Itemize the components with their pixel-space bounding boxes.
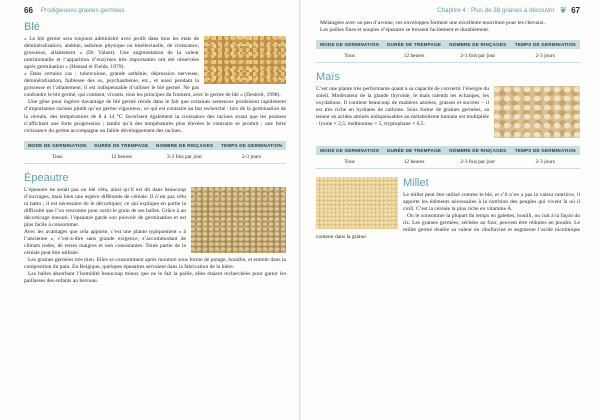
spelt-grains-photo: [191, 187, 286, 253]
table-header-cell: TEMPS DE GERMINATION: [217, 141, 286, 150]
epeautre-paragraph-3: Les graines germées très bien. Elles se consomment après mouture sous forme de potage, bouillie, et entrent dans la composition du pain. En Belgique, quelques épeautres servaient dans la fabrication de la bière.: [24, 257, 286, 271]
table-header-cell: MODE DE GERMINATION: [24, 141, 91, 150]
germination-table-epeautre: [316, 40, 580, 63]
table-cell: 2-3 jours: [217, 150, 286, 164]
germination-table-ble: [24, 141, 286, 164]
table-cell: Tous: [316, 155, 383, 169]
table-header-cell: DURÉE DE TREMPAGE: [383, 146, 445, 155]
section-title-millet: Millet: [403, 177, 429, 190]
table-header-cell: DURÉE DE TREMPAGE: [91, 141, 153, 150]
page-number-left: 66: [24, 5, 33, 15]
table-header-cell: NOMBRE DE RINÇAGES: [445, 146, 510, 155]
table-row: [316, 49, 580, 63]
table-header-cell: NOMBRE DE RINÇAGES: [445, 40, 510, 49]
table-header-row: [316, 40, 580, 49]
millet-paragraph-2: On le consomme la plupart du temps en galettes, bouilli, ou cuit à la façon du riz. Les graines germées, séchées au four, peuvent être réduites en poudre. Le millet germé double sa valeur en riboflavine et augmente l’acide nicotinique contenu dans la graine.: [316, 213, 580, 241]
table-cell: 12 heures: [383, 49, 445, 63]
epeautre-paragraph-4: Les balles absorbant l’humidité beaucoup mieux que ne le fait la paille, elles étaient recherchées pour garnir les paillasses des enfants au berceau.: [24, 271, 286, 285]
section-title-epeautre: Épeautre: [24, 171, 69, 184]
table-header-cell: MODE DE GERMINATION: [316, 40, 383, 49]
section-title-ble: Blé: [24, 21, 40, 33]
ble-paragraph-3: Une gêne pour ingérer davantage de blé germé réside dans le fait que certaines semences produisent rapidement d’importantes racines plutôt qu’un germe vigoureux, ce qui est contraire au but recherché : lors de la germination de la céréale, des températures de 8 à 14 °C favorisent également la croissance des racines avant que les pousses n’affichent une forte progression ; tandis qu’à des températures plus élevées le contraire se produit : une forte croissance du germe accompagne un faible développement des racines.: [24, 99, 286, 134]
section-title-mais: Maïs: [316, 71, 340, 84]
ble-paragraph-1: « Le blé germé sera toujours administré avec profit dans tous les états de déminéralisation, anémie, asthénie physique ou intellectuelle, de croissance, grossesse, allaitement » (Dr Valnet). Une augmentation de la valeur nutritionnelle et l’apparition d’enzymes très importantes ont été observées après germination » (Hamad et Fields, 1979).: [24, 36, 199, 71]
epeautre-paragraph-2: Avec les avantages que cela apporte, c’est une plante typiquement « à l’ancienne », c’est-à-dire sans grande exigence, s’accommodant de climats rudes, de terres maigres et non consistantes. Toute partie de la céréale peut être utilisée.: [24, 228, 186, 257]
table-cell: 2-3 fois par jour: [445, 155, 510, 169]
table-header-cell: TEMPS DE GERMINATION: [510, 146, 580, 155]
table-cell: 2-3 fois par jour: [152, 150, 217, 164]
running-head-left-text: Prodigieuses graines germées: [40, 6, 125, 14]
table-header-cell: MODE DE GERMINATION: [316, 146, 383, 155]
corn-kernels-photo: [494, 86, 580, 138]
millet-paragraph-1: Le millet peut être utilisé comme le blé, et s’il n’en a pas la valeur nutritive, il apporte les éléments nécessaires à la nutrition des peuples qui vivent là où il croît. C’est la céréale la plus riche en vitamine A.: [403, 192, 580, 213]
table-cell: 12 heures: [383, 155, 445, 169]
table-cell: 2-3 fois par jour: [445, 49, 510, 63]
epeautre-cont-paragraph-2: Les pailles fines et souples d’épeautre se tressent facilement et durablement.: [320, 27, 490, 34]
table-header-cell: NOMBRE DE RINÇAGES: [152, 141, 217, 150]
wheat-grains-photo: [204, 36, 286, 84]
ble-paragraph-2: « Dans certains cas : tuberculose, grande asthénie, dépression nerveuse, déminéralisation, faiblesse des os, psychasthénie, etc., et aussi pendant la grossesse et l’allaitement, il est indispensable d’utiliser le blé germé. Ne pas confondre le blé germé, qui contient, vivants, tous les principes du froment, avec le germe de blé » (Destreit, 1998).: [24, 71, 281, 99]
running-head-right-text: Chapitre 4 : Plus de 38 graines à découvrir: [437, 6, 555, 14]
table-cell: 2-3 jours: [510, 155, 580, 169]
table-cell: Tous: [316, 49, 383, 63]
table-cell: 12 heures: [91, 150, 153, 164]
table-header-row: [316, 146, 580, 155]
table-cell: 2-3 jours: [510, 49, 580, 63]
table-header-cell: DURÉE DE TREMPAGE: [383, 40, 445, 49]
page-number-right: 67: [571, 5, 580, 15]
right-running-head: [316, 0, 580, 20]
table-cell: Tous: [24, 150, 91, 164]
table-header-cell: TEMPS DE GERMINATION: [510, 40, 580, 49]
epeautre-cont-paragraph-1: Mélangées avec un peu d’avoine, ces enveloppes forment une excellente nourriture pour les chevaux.: [320, 20, 546, 26]
mais-paragraph-1: C’est une plante très performante quant à sa capacité de convertir l’énergie du soleil. Modérateur de la glande thyroïde, le maïs ralentit les échanges, les oxydations. Il contient beaucoup de matières azotées, grasses et sucrées – il est très riche en hydrates de carbone. Sous forme de graines germées, sa teneur en acides aminés indispensables au métabolisme humain est multipliée : lysine × 2,5, méthionine × 5, tryptophane × 6,5.: [316, 86, 490, 128]
right-page: [300, 0, 600, 420]
millet-grains-photo: [316, 177, 398, 229]
germination-table-mais: [316, 146, 580, 169]
epeautre-paragraph-1: L’épeautre ne serait pas un blé vêtu, ainsi qu’il est dit dans beaucoup d’ouvrages, mais bien une espèce différente de céréale. Il n’est pas vêtu ni battu ; il est nécessaire de le décortiquer, ce qui explique en partie la difficulté que l’on rencontre pour sortir le grain de ses balles. Grâce à un décorticage mesuré, l’épeautre garde son pouvoir de germination et est plus facile à consommer.: [24, 186, 186, 228]
table-row: [24, 150, 286, 164]
table-header-row: [24, 141, 286, 150]
table-row: [316, 155, 580, 169]
left-running-head: [24, 0, 286, 20]
leaf-icon: ❦: [559, 4, 568, 15]
